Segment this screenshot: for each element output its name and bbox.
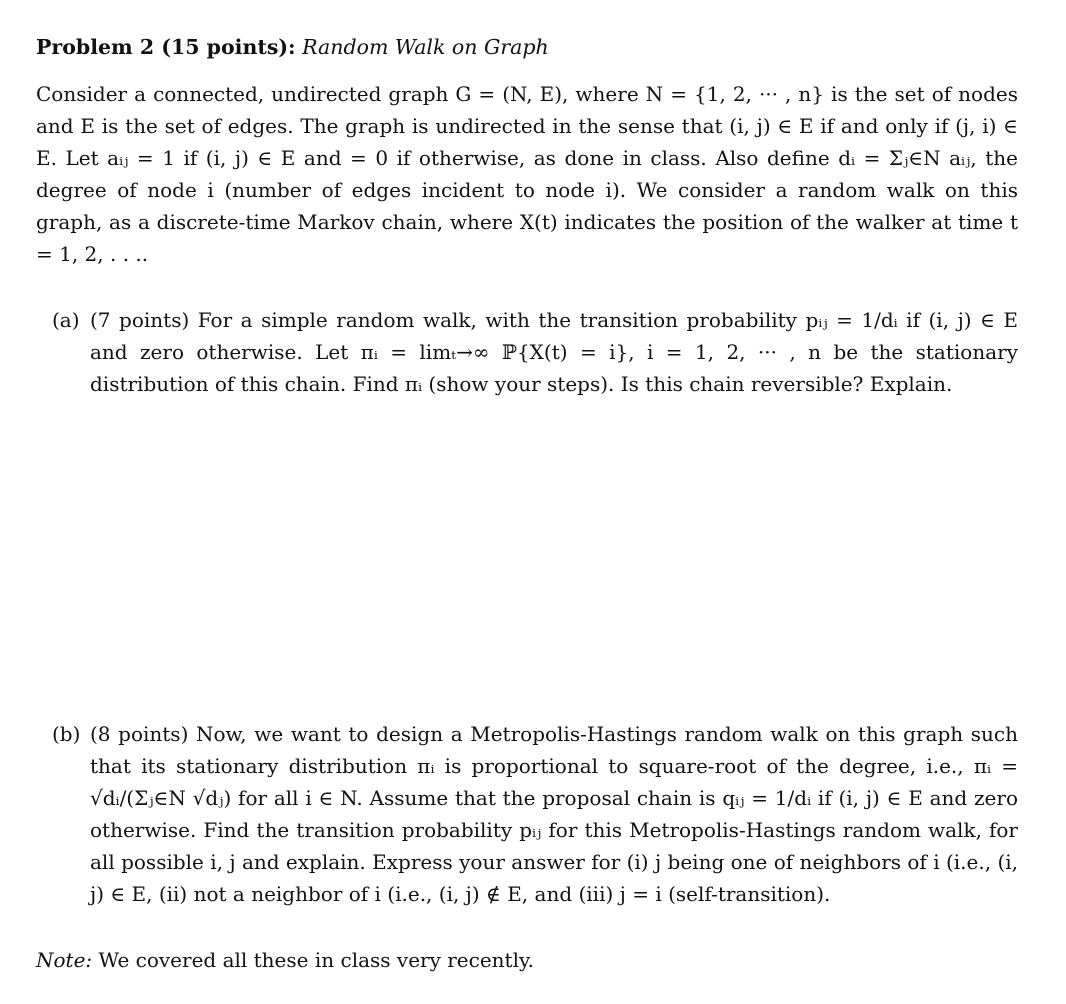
part-b-label: (b): [52, 722, 81, 746]
part-b: [36, 718, 1018, 910]
note: [36, 944, 1018, 976]
note-text: We covered all these in class very recently.: [98, 948, 534, 972]
part-a: [36, 304, 1018, 400]
part-a-label: (a): [52, 308, 80, 332]
problem-title-bold: Problem 2 (15 points):: [36, 35, 296, 59]
note-label: Note:: [36, 948, 93, 972]
problem-title: [36, 30, 1018, 64]
intro-paragraph: Consider a connected, undirected graph G = (N, E), where N = {1, 2, ··· , n} is the set of nodes and E is the set of edges. The graph is undirected in the sense that (i, j) ∈ E if and only if (j, i) ∈ E. Let aᵢⱼ = 1 if (i, j) ∈ E and = 0 if otherwise, as done in class. Also define dᵢ = Σⱼ∈N aᵢⱼ, the degree of node i (number of edges incident to node i). We consider a random walk on this graph, as a discrete-time Markov chain, where X(t) indicates the position of the walker at time t = 1, 2, . . ..: [36, 82, 1018, 266]
problem-title-italic: Random Walk on Graph: [302, 35, 549, 59]
part-a-text: (7 points) For a simple random walk, with the transition probability pᵢⱼ = 1/dᵢ if (i, j) ∈ E and zero otherwise. Let πᵢ = limₜ→∞ ℙ{X(t) = i}, i = 1, 2, ··· , n be the stationary distribution of this chain. Find πᵢ (show your steps). Is this chain reversible? Explain.: [90, 308, 1018, 396]
problem-document: [36, 30, 1018, 996]
part-b-text: (8 points) Now, we want to design a Metropolis-Hastings random walk on this graph such that its stationary distribution πᵢ is proportional to square-root of the degree, i.e., πᵢ = √dᵢ/(Σⱼ∈N √dⱼ) for all i ∈ N. Assume that the proposal chain is qᵢⱼ = 1/dᵢ if (i, j) ∈ E and zero otherwise. Find the transition probability pᵢⱼ for this Metropolis-Hastings random walk, for all possible i, j and explain. Express your answer for (i) j being one of neighbors of i (i.e., (i, j) ∈ E, (ii) not a neighbor of i (i.e., (i, j) ∉ E, and (iii) j = i (self-transition).: [90, 722, 1018, 906]
